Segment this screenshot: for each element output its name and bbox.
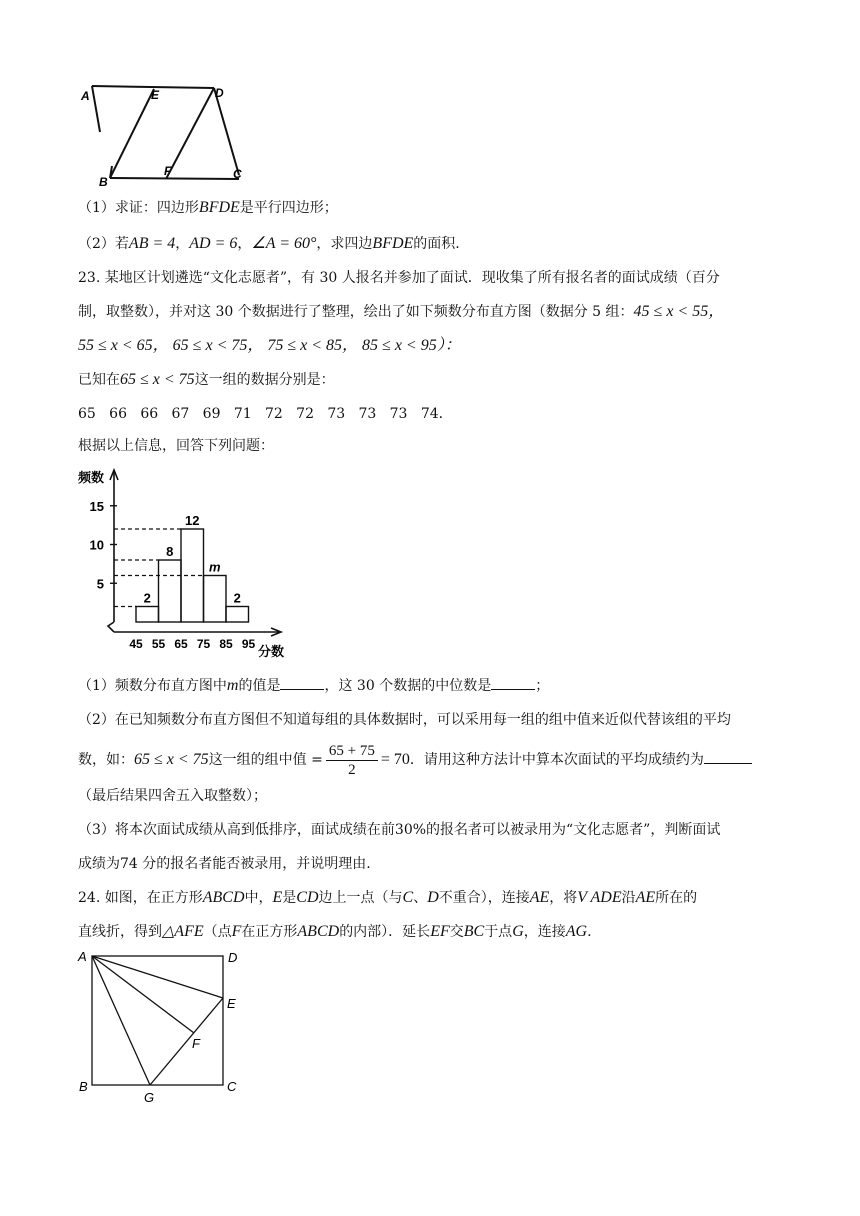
q23-part2-line3: （最后结果四舍五入取整数）； [78,788,267,804]
q23-part2-line1: （2）在已知频数分布直方图但不知道每组的具体数据时，可以采用每一组的组中值来近似代替该组的平均 [78,712,731,728]
label-A: A [78,949,87,964]
y-tick-label: 15 [89,498,104,514]
q23-part2-line2: 数，如：65 ≤ x < 75这一组的组中值 = $\frac{65 + 75}{2}$ = 70．请用这种方法计中算本次面试的平均成绩约为 [78,740,752,780]
x-tick-label: 65 [174,637,188,651]
midpoint-fraction: $\frac{65 + 75}{2}$ [326,742,378,779]
bar-value-label: m [208,559,221,575]
x-tick-label: 55 [151,637,166,651]
q22-part1: （1）求证：四边形BFDE是平行四边形； [78,199,338,216]
q23-part3-line1: （3）将本次面试成绩从高到低排序，面试成绩在前30%的报名者可以被录用为“文化志愿者”，判断面试 [78,822,721,838]
square-fold-figure [76,946,256,1106]
label-D: D [215,86,224,100]
histogram-bar [136,607,159,623]
x-tick-label: 75 [196,637,211,651]
q23-line6: 根据以上信息，回答下列问题： [78,438,274,454]
answer-blank-average[interactable] [704,763,752,764]
bar-value-label: 12 [185,513,200,528]
x-tick-label: 45 [129,637,143,651]
bar-value-label: 2 [143,590,151,606]
label-B: B [99,175,108,189]
q23-line3: 55 ≤ x < 65， 65 ≤ x < 75， 75 ≤ x < 85， 85 ≤ x < 95）： [78,337,461,354]
label-D: D [228,950,238,965]
histogram-bar [204,576,227,623]
answer-blank-m[interactable] [280,689,324,690]
x-axis-label: 分数 [258,644,285,659]
q23-part3-line2: 成绩为74 分的报名者能否被录用，并说明理由. [78,856,371,872]
q23-line1: 23. 某地区计划遴选“文化志愿者”，有 30 人报名并参加了面试．现收集了所有报名者的面试成绩（百分 [78,270,720,286]
histogram-bar [159,560,182,622]
label-B: B [79,1079,88,1094]
x-tick-label: 85 [219,637,233,651]
x-tick-label: 95 [241,637,256,651]
label-E: E [227,996,236,1011]
parallelogram-figure [78,80,258,190]
bar-value-label: 2 [233,590,241,606]
y-tick-label: 5 [96,576,104,592]
bar-value-label: 8 [166,544,174,559]
label-E: E [151,88,160,102]
q23-data-values: 65 66 66 67 69 71 72 72 73 73 73 74． [78,406,453,422]
histogram-bar [226,607,249,623]
q22-part2: （2）若AB = 4，AD = 6，∠A = 60°，求四边BFDE的面积. [78,235,460,252]
label-F: F [192,1036,200,1051]
label-G: G [144,1090,155,1105]
q23-line4: 已知在65 ≤ x < 75这一组的数据分别是： [78,371,335,388]
label-F: F [164,164,172,178]
label-A: A [81,89,90,103]
q24-line2: 直线折，得到△AFE（点F在正方形ABCD的内部）．延长EF交BC于点G，连接AG. [78,923,592,940]
q23-line2: 制，取整数），并对这 30 个数据进行了整理，绘出了如下频数分布直方图（数据分 5 组：45 ≤ x < 55， [78,303,725,320]
y-axis-label: 频数 [78,470,105,485]
label-C: C [233,167,242,181]
label-C: C [227,1079,237,1094]
q23-part1: （1）频数分布直方图中m的值是 ，这 30 个数据的中位数是 ； [78,677,550,694]
frequency-histogram [74,462,304,662]
q24-line1: 24. 如图，在正方形ABCD中，E是CD边上一点（与C、D不重合），连接AE，将V ADE沿AE所在的 [78,889,698,906]
y-tick-label: 10 [89,537,104,553]
answer-blank-median[interactable] [491,689,535,690]
